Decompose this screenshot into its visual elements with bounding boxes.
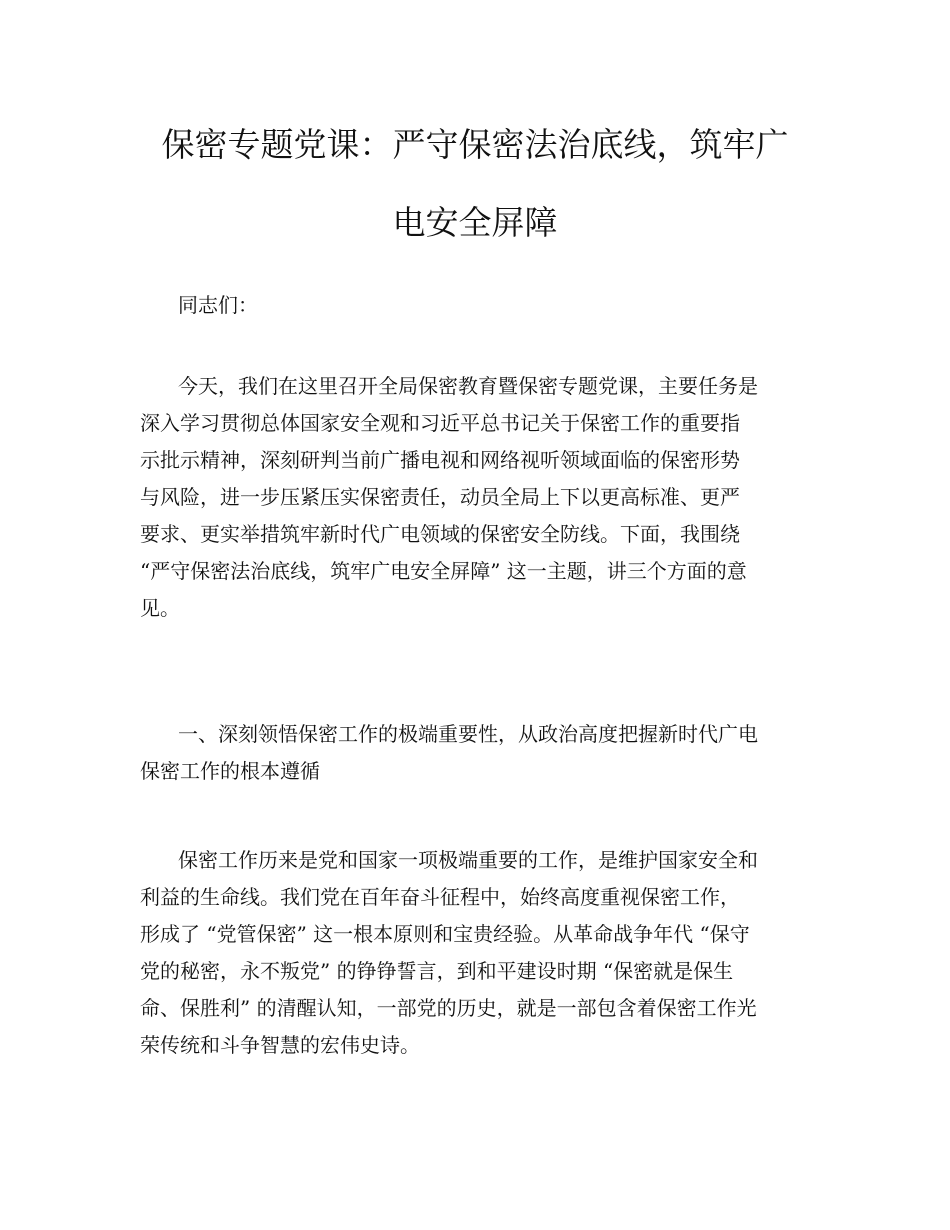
text-line: 命、保胜利” 的清醒认知，一部党的历史，就是一部包含着保密工作光	[140, 996, 757, 1020]
document-title	[140, 106, 810, 262]
title-line-1: 保密专题党课：严守保密法治底线，筑牢广	[161, 125, 789, 164]
text-line: 党的秘密，永不叛党” 的铮铮誓言，到和平建设时期 “保密就是保生	[140, 959, 734, 983]
text-line: 一、深刻领悟保密工作的极端重要性，从政治高度把握新时代广电	[178, 722, 758, 746]
text-line: 要求、更实举措筑牢新时代广电领域的保密安全防线。下面，我围绕	[140, 522, 740, 546]
text-line: 保密工作的根本遵循	[140, 759, 320, 783]
text-line: 今天，我们在这里召开全局保密教育暨保密专题党课，主要任务是	[178, 374, 758, 398]
title-line-2: 电安全屏障	[392, 203, 558, 242]
text-line: 形成了 “党管保密” 这一根本原则和宝贵经验。从革命战争年代 “保守	[140, 922, 750, 946]
salutation-text: 同志们：	[178, 293, 258, 317]
paragraph-intro	[140, 368, 810, 627]
text-line: 利益的生命线。我们党在百年奋斗征程中，始终高度重视保密工作，	[140, 885, 740, 909]
text-line: 保密工作历来是党和国家一项极端重要的工作，是维护国家安全和	[178, 848, 758, 872]
salutation	[140, 287, 810, 324]
text-line: 见。	[140, 596, 180, 620]
section-heading-1	[140, 716, 810, 790]
text-line: 示批示精神，深刻研判当前广播电视和网络视听领域面临的保密形势	[140, 448, 740, 472]
text-line: 深入学习贯彻总体国家安全观和习近平总书记关于保密工作的重要指	[140, 411, 740, 435]
text-line: “严守保密法治底线，筑牢广电安全屏障” 这一主题，讲三个方面的意	[140, 559, 747, 583]
text-line: 荣传统和斗争智慧的宏伟史诗。	[140, 1033, 420, 1057]
paragraph-body-1	[140, 842, 810, 1064]
text-line: 与风险，进一步压紧压实保密责任，动员全局上下以更高标准、更严	[140, 485, 740, 509]
